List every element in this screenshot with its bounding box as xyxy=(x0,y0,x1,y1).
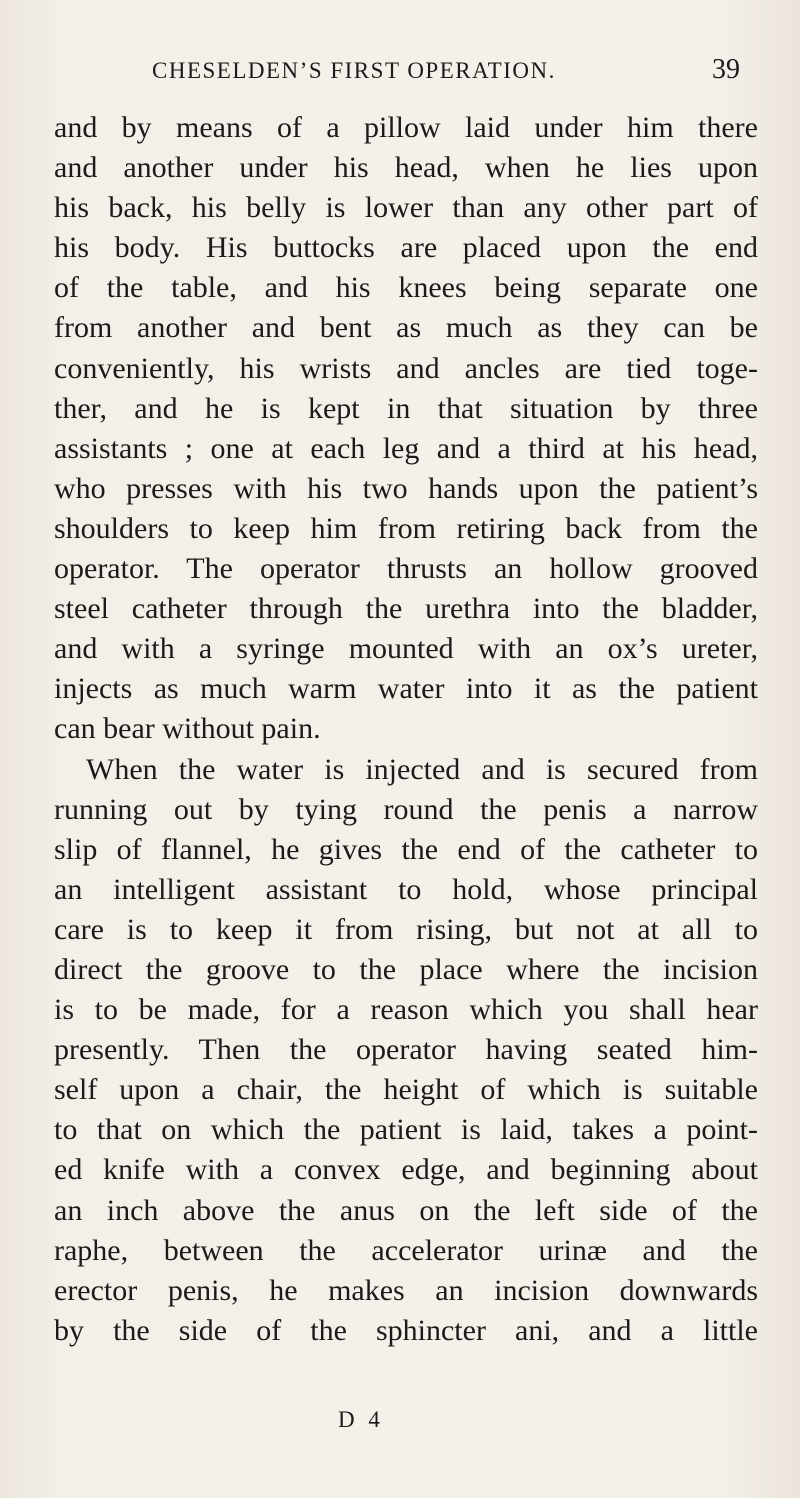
text-line: and with a syringe mounted with an ox’s ureter, xyxy=(54,632,758,666)
text-line: of the table, and his knees being separate one xyxy=(54,271,758,305)
text-line: direct the groove to the place where the incision xyxy=(54,952,758,986)
text-line: ed knife with a convex edge, and beginning about xyxy=(54,1153,758,1187)
signature-mark: D 4 xyxy=(338,1407,384,1432)
text-line: raphe, between the accelerator urinæ and the xyxy=(54,1233,758,1267)
text-line: an inch above the anus on the left side of the xyxy=(54,1193,758,1227)
text-line: is to be made, for a reason which you shall hear xyxy=(54,993,758,1027)
text-line: assistants ; one at each leg and a third at his head, xyxy=(54,431,758,465)
text-line: running out by tying round the penis a narrow xyxy=(54,792,758,826)
text-line: by the side of the sphincter ani, and a little xyxy=(54,1313,758,1347)
text-line: injects as much warm water into it as the patient xyxy=(54,672,758,706)
body-text xyxy=(54,108,758,1351)
text-line: who presses with his two hands upon the patient’s xyxy=(54,471,758,505)
text-line: to that on which the patient is laid, takes a point- xyxy=(54,1113,758,1147)
text-line: his body. His buttocks are placed upon the end xyxy=(54,231,758,265)
text-line: erector penis, he makes an incision downwards xyxy=(54,1273,758,1307)
text-line: presently. Then the operator having seated him- xyxy=(54,1033,758,1067)
text-line: self upon a chair, the height of which is suitable xyxy=(54,1073,758,1107)
text-line: an intelligent assistant to hold, whose principal xyxy=(54,872,758,906)
text-line: from another and bent as much as they can be xyxy=(54,311,758,345)
page-number: 39 xyxy=(712,54,740,85)
text-line: and by means of a pillow laid under him there xyxy=(54,111,758,144)
text-line: When the water is injected and is secured from xyxy=(86,752,758,786)
text-line: steel catheter through the urethra into the bladder, xyxy=(54,592,758,626)
text-line: and another under his head, when he lies upon xyxy=(54,151,758,185)
text-line: his back, his belly is lower than any other part of xyxy=(54,191,758,225)
text-line: care is to keep it from rising, but not at all to xyxy=(54,912,758,946)
text-line: slip of flannel, he gives the end of the catheter to xyxy=(54,832,758,866)
text-line: ther, and he is kept in that situation by three xyxy=(54,391,758,425)
text-line: can bear without pain. xyxy=(54,712,321,746)
text-line: conveniently, his wrists and ancles are tied toge- xyxy=(54,351,758,385)
text-line: operator. The operator thrusts an hollow grooved xyxy=(54,552,758,586)
text-line: shoulders to keep him from retiring back from the xyxy=(54,511,758,545)
running-header: CHESELDEN’S FIRST OPERATION. xyxy=(152,58,556,83)
